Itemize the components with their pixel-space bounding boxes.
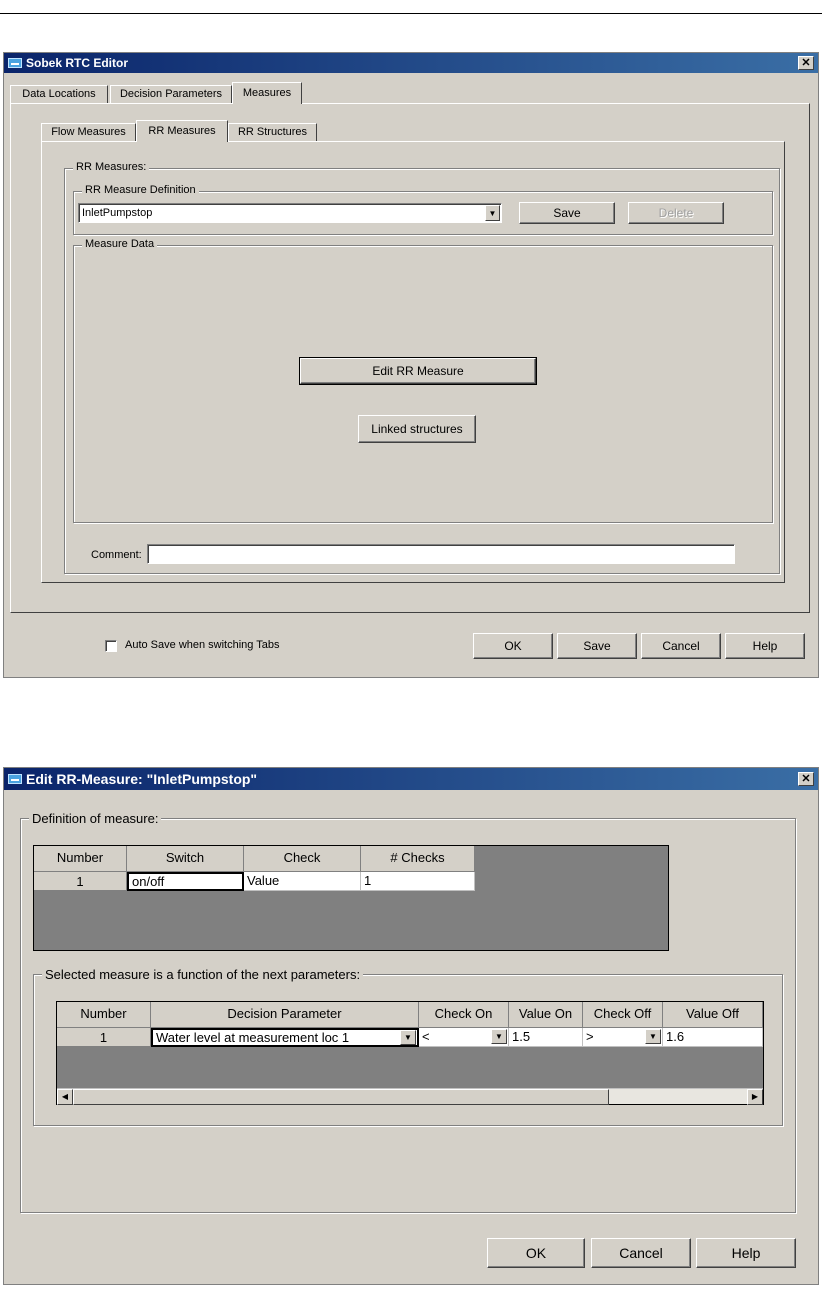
app-icon [8, 58, 22, 68]
help-button[interactable]: Help [725, 633, 805, 659]
column-header-number: Number [57, 1002, 151, 1028]
value-on-cell[interactable]: 1.5 [509, 1028, 583, 1047]
title-bar [4, 768, 818, 790]
check-off-cell[interactable] [583, 1028, 663, 1047]
comment-label: Comment: [91, 549, 142, 561]
rr-measures-group-label: RR Measures: [73, 161, 149, 173]
chevron-down-icon[interactable]: ▼ [400, 1030, 416, 1045]
tab-rr-measures[interactable]: RR Measures [136, 120, 228, 142]
column-header-check-off: Check Off [583, 1002, 663, 1028]
title-bar [4, 53, 818, 73]
measures-tab-panel [10, 103, 810, 613]
save-definition-button[interactable]: Save [519, 202, 615, 224]
ok-button[interactable]: OK [473, 633, 553, 659]
measure-definition-dropdown[interactable] [78, 203, 502, 223]
autosave-label: Auto Save when switching Tabs [125, 639, 280, 651]
app-icon [8, 774, 22, 784]
linked-structures-button[interactable]: Linked structures [358, 415, 476, 443]
switch-cell[interactable]: on/off [127, 872, 244, 891]
check-on-cell[interactable] [419, 1028, 509, 1047]
definition-group-label: Definition of measure: [29, 811, 161, 826]
definition-of-measure-group [20, 811, 796, 1213]
chevron-down-icon[interactable]: ▼ [491, 1029, 507, 1044]
checks-count-cell[interactable]: 1 [361, 872, 475, 891]
page-rule [0, 13, 822, 14]
decision-parameter-cell[interactable] [151, 1028, 419, 1047]
chevron-down-icon[interactable]: ▼ [645, 1029, 661, 1044]
measure-data-group-label: Measure Data [82, 238, 157, 250]
horizontal-scrollbar[interactable] [57, 1088, 763, 1104]
column-header-checks: # Checks [361, 846, 475, 872]
parameters-table [56, 1001, 764, 1105]
comment-input[interactable] [147, 544, 735, 564]
chevron-down-icon[interactable]: ▼ [485, 205, 500, 221]
value-off-cell[interactable]: 1.6 [663, 1028, 763, 1047]
check-on-value: < [422, 1029, 430, 1044]
tab-rr-structures[interactable]: RR Structures [228, 123, 317, 141]
column-header-number: Number [34, 846, 127, 872]
edit-rr-measure-button[interactable]: Edit RR Measure [300, 358, 536, 384]
rr-measures-tab-panel [41, 141, 785, 583]
column-header-decision-parameter: Decision Parameter [151, 1002, 419, 1028]
help-button[interactable]: Help [696, 1238, 796, 1268]
column-header-value-on: Value On [509, 1002, 583, 1028]
check-off-value: > [586, 1029, 594, 1044]
measure-definition-value: InletPumpstop [82, 207, 153, 219]
decision-parameter-value: Water level at measurement loc 1 [156, 1030, 350, 1045]
row-header-number: 1 [34, 872, 127, 891]
parameters-group-label: Selected measure is a function of the next parameters: [42, 967, 363, 982]
scroll-thumb[interactable] [73, 1089, 609, 1105]
tab-data-locations[interactable]: Data Locations [10, 85, 108, 103]
scroll-left-icon[interactable]: ◀ [57, 1089, 73, 1105]
close-button[interactable] [798, 772, 814, 786]
cancel-button[interactable]: Cancel [641, 633, 721, 659]
close-button[interactable] [798, 56, 814, 70]
rr-measures-group [64, 161, 780, 574]
check-cell[interactable]: Value [244, 872, 361, 891]
edit-rr-measure-window [3, 767, 819, 1285]
parameters-group [33, 967, 783, 1126]
column-header-value-off: Value Off [663, 1002, 763, 1028]
definition-table [33, 845, 669, 951]
close-icon: ✕ [801, 773, 811, 785]
column-header-check-on: Check On [419, 1002, 509, 1028]
autosave-checkbox[interactable] [105, 640, 117, 652]
cancel-button[interactable]: Cancel [591, 1238, 691, 1268]
column-header-check: Check [244, 846, 361, 872]
tab-decision-parameters[interactable]: Decision Parameters [110, 85, 232, 103]
delete-definition-button[interactable]: Delete [628, 202, 724, 224]
rr-measure-definition-group [73, 184, 773, 235]
window-title: Sobek RTC Editor [26, 56, 129, 70]
tab-flow-measures[interactable]: Flow Measures [41, 123, 136, 141]
save-button[interactable]: Save [557, 633, 637, 659]
row-header-number: 1 [57, 1028, 151, 1047]
measure-data-group [73, 238, 773, 523]
window-title: Edit RR-Measure: "InletPumpstop" [26, 771, 258, 787]
close-icon: ✕ [801, 57, 811, 69]
sobek-rtc-editor-window [3, 52, 819, 678]
column-header-switch: Switch [127, 846, 244, 872]
definition-group-label: RR Measure Definition [82, 184, 199, 196]
ok-button[interactable]: OK [487, 1238, 585, 1268]
tab-measures[interactable]: Measures [232, 82, 302, 104]
scroll-right-icon[interactable]: ▶ [747, 1089, 763, 1105]
